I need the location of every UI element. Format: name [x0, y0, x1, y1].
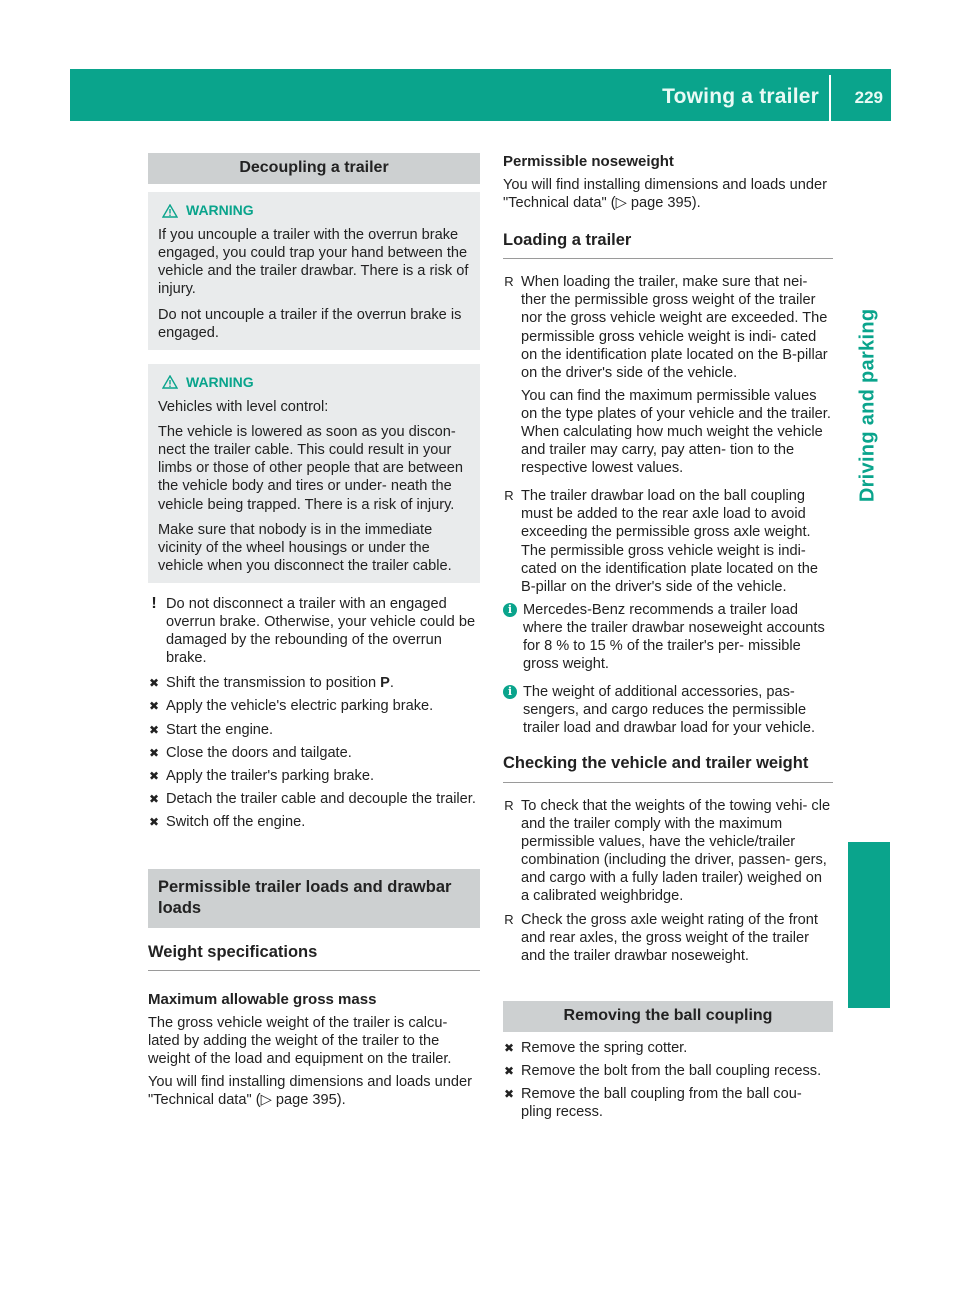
- notice-text: Do not disconnect a trailer with an engaged overrun brake. Otherwise, your vehicle could be damaged by the rebounding of the overrun brake.: [166, 595, 476, 667]
- step-item: [148, 721, 480, 739]
- step-text: Start the engine.: [166, 721, 274, 738]
- warning-text: If you uncouple a trailer with the overrun brake engaged, you could trap your hand between the vehicle and the trailer drawbar. There is a risk of injury.: [158, 227, 469, 298]
- step-text: Shift the transmission to position: [166, 675, 381, 692]
- right-column: [503, 153, 833, 1126]
- bullet-item: [503, 911, 833, 965]
- bullet-list: [503, 797, 833, 965]
- page-header: [70, 69, 891, 121]
- info-text: The weight of additional accessories, pas- sengers, and cargo reduces the permissible trailer load and drawbar load for your vehicle.: [523, 684, 816, 737]
- page-number: 229: [854, 88, 883, 107]
- warning-triangle-icon: [162, 204, 178, 218]
- step-list: [148, 674, 480, 831]
- warning-label: WARNING: [186, 201, 254, 218]
- step-item: [148, 697, 480, 715]
- warning-box: [148, 364, 480, 583]
- step-arrow-icon: ✖: [148, 814, 160, 829]
- step-list: [503, 1039, 833, 1121]
- step-text: Switch off the engine.: [166, 813, 306, 830]
- warning-text: Do not uncouple a trailer if the overrun brake is engaged.: [158, 306, 462, 341]
- side-tab-marker: [848, 842, 890, 1008]
- heading-checking-weight: Checking the vehicle and trailer weight: [503, 753, 833, 782]
- step-item: [503, 1039, 833, 1057]
- bullet-text: The trailer drawbar load on the ball coupling must be added to the rear axle load to avoid exceeding the permissible gross axle weight. The permissible gross vehicle weight is indi- cated on the identification plate located on the B-pillar on the driver's side of the vehicle.: [521, 488, 818, 595]
- step-item: [148, 744, 480, 762]
- gear-position: P: [380, 675, 390, 692]
- step-arrow-icon: ✖: [503, 1063, 515, 1078]
- step-text: Apply the trailer's parking brake.: [166, 767, 375, 784]
- step-item: [503, 1085, 833, 1121]
- heading-max-gross-mass: Maximum allowable gross mass: [148, 991, 377, 1009]
- step-arrow-icon: ✖: [503, 1086, 515, 1101]
- step-text: Remove the bolt from the ball coupling recess.: [521, 1062, 822, 1079]
- side-tab: [848, 295, 888, 515]
- notice: [148, 595, 480, 667]
- step-text: Remove the ball coupling from the ball cou- pling recess.: [521, 1085, 802, 1120]
- left-column: [148, 153, 480, 1109]
- heading-noseweight: Permissible noseweight: [503, 153, 674, 170]
- paragraph-with-page-ref: You will find installing dimensions and loads under "Technical data" (▷ page 395).: [503, 176, 827, 211]
- heading-weight-specifications: Weight specifications: [148, 942, 480, 971]
- step-text: Detach the trailer cable and decouple the trailer.: [166, 790, 476, 807]
- paragraph: The gross vehicle weight of the trailer is calcu- lated by adding the weight of the trailer to the weight of the load and equipment on the trailer.: [148, 1014, 452, 1068]
- heading-loading-trailer: Loading a trailer: [503, 230, 833, 259]
- step-item: [148, 813, 480, 831]
- bullet-text: Check the gross axle weight rating of the front and rear axles, the gross weight of the trailer and the trailer drawbar noseweight.: [521, 911, 818, 964]
- bullet-r-icon: R: [504, 274, 514, 290]
- header-divider: [829, 75, 831, 121]
- bullet-item: [503, 273, 833, 482]
- side-tab-label: Driving and parking: [856, 308, 879, 502]
- bullet-r-icon: R: [504, 911, 514, 927]
- page-ref-arrow-icon: ▷: [260, 1092, 272, 1109]
- warning-title: [158, 202, 470, 219]
- warning-text: The vehicle is lowered as soon as you discon- nect the trailer cable. This could result in your limbs or those of other people that are between the vehicle body and tires or under- neath the vehicle being trapped. There is a risk of injury.: [158, 424, 464, 513]
- info-icon: i: [503, 685, 517, 699]
- step-item: [148, 674, 480, 692]
- warning-title: [158, 374, 470, 391]
- step-arrow-icon: ✖: [503, 1040, 515, 1055]
- step-text-suffix: .: [389, 675, 394, 692]
- step-text: Remove the spring cotter.: [521, 1039, 688, 1056]
- chapter-title: Towing a trailer: [662, 85, 819, 108]
- exclamation-icon: !: [151, 594, 157, 612]
- info-note: [503, 683, 833, 737]
- step-text: Apply the vehicle's electric parking brake.: [166, 698, 434, 715]
- step-arrow-icon: ✖: [148, 676, 160, 691]
- step-item: [148, 767, 480, 785]
- section-heading-decoupling: Decoupling a trailer: [148, 153, 480, 184]
- step-item: [148, 790, 480, 808]
- warning-triangle-icon: [162, 375, 178, 389]
- paragraph-with-page-ref: You will find installing dimensions and loads under "Technical data" (▷ page 395).: [148, 1074, 472, 1109]
- step-text: Close the doors and tailgate.: [166, 744, 352, 761]
- warning-label: WARNING: [186, 373, 254, 390]
- warning-box: [148, 192, 480, 350]
- bullet-r-icon: R: [504, 797, 514, 813]
- page-ref-link[interactable]: page 395).: [626, 194, 701, 211]
- bullet-text: You can find the maximum permissible values on the type plates of your vehicle and the trailer. When calculating how much weight the vehicle and trailer may carry, pay atten- tion to the respective lowest values.: [521, 387, 831, 477]
- step-item: [503, 1062, 833, 1080]
- bullet-item: [503, 487, 833, 596]
- bullet-r-icon: R: [504, 488, 514, 504]
- info-text: Mercedes-Benz recommends a trailer load where the trailer drawbar noseweight accounts for 8 % to 15 % of the trailer's per- missible gross weight.: [523, 601, 825, 673]
- page-ref-link[interactable]: page 395).: [271, 1092, 346, 1109]
- bullet-text: To check that the weights of the towing vehi- cle and the trailer comply with the maximum permissible values, have the vehicle/trailer combination (including the driver, passen- gers, and cargo with a fully laden trailer) weighed on a calibrated weighbridge.: [521, 797, 831, 905]
- step-arrow-icon: ✖: [148, 745, 160, 760]
- step-arrow-icon: ✖: [148, 791, 160, 806]
- info-note: [503, 601, 833, 673]
- warning-text: Vehicles with level control:: [158, 399, 329, 416]
- step-arrow-icon: ✖: [148, 768, 160, 783]
- page-ref-arrow-icon: ▷: [615, 194, 627, 211]
- bullet-list: [503, 273, 833, 596]
- step-arrow-icon: ✖: [148, 722, 160, 737]
- bullet-item: [503, 797, 833, 906]
- bullet-text: When loading the trailer, make sure that nei- ther the permissible gross weight of the trailer nor the gross vehicle weight are exceeded. The permissible gross vehicle weight is indi- cated on the identification plate located on the B-pillar on the driver's side of the vehicle.: [521, 274, 828, 381]
- section-heading-removing-ball-coupling: Removing the ball coupling: [503, 1001, 833, 1032]
- section-heading-permissible-loads: Permissible trailer loads and drawbar loads: [148, 869, 480, 928]
- warning-text: Make sure that nobody is in the immediate vicinity of the wheel housings or under the vehicle when you disconnect the trailer cable.: [158, 521, 452, 574]
- info-icon: i: [503, 603, 517, 617]
- step-arrow-icon: ✖: [148, 699, 160, 714]
